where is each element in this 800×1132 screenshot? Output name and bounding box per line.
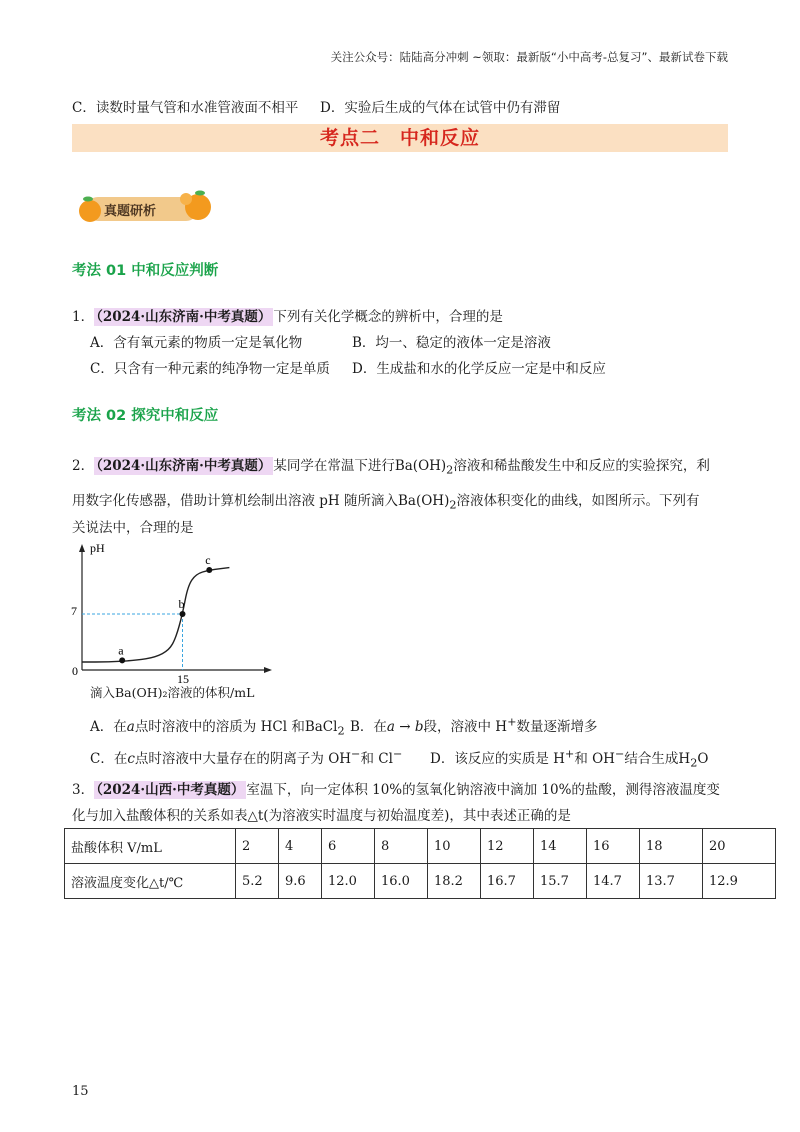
prev-option-c: C．读数时量气管和水准管液面不相平 (72, 100, 299, 116)
row-label-temp: 溶液温度变化△t/℃ (65, 864, 236, 899)
q2-opt-c-minus: − (351, 747, 361, 761)
table-row (65, 829, 776, 864)
q2-stem2-pre: 用数字化传感器，借助计算机绘制出溶液 pH 随所滴入 (72, 493, 398, 509)
q2-opt-a-mid: 点时溶液中的溶质为 HCl 和 (134, 719, 305, 735)
volume-cell: 2 (236, 829, 279, 864)
x-tick-15: 15 (177, 672, 189, 686)
page-number: 15 (72, 1084, 89, 1099)
q2-stem1-post: 溶液和稀盐酸发生中和反应的实验探究，利 (453, 458, 710, 474)
temp-cell: 16.7 (481, 864, 534, 899)
ph-curve (82, 568, 229, 662)
temp-cell: 9.6 (279, 864, 322, 899)
data-point-c (206, 567, 212, 573)
q1-stem (72, 305, 503, 325)
volume-cell: 10 (428, 829, 481, 864)
volume-cell: 14 (534, 829, 587, 864)
q1-stem-text: 下列有关化学概念的辨析中，合理的是 (273, 309, 503, 325)
temp-cell: 15.7 (534, 864, 587, 899)
temp-cell: 18.2 (428, 864, 481, 899)
table-row (65, 864, 776, 899)
temp-cell: 12.9 (703, 864, 776, 899)
q2-opt-a-point: a (126, 719, 135, 735)
q3-num: 3． (72, 782, 95, 798)
y-axis-label: pH (90, 541, 105, 555)
badge-label: 真题研析 (104, 204, 157, 219)
x-tick-0: 0 (72, 664, 78, 678)
volume-cell: 6 (322, 829, 375, 864)
q2-opt-b-end: 数量逐渐增多 (516, 719, 598, 735)
q2-option-a (90, 715, 345, 738)
volume-cell: 18 (640, 829, 703, 864)
method2-title: 考法 02 探究中和反应 (72, 408, 219, 424)
q2-opt-a-pre: A．在 (90, 719, 127, 735)
baoh2-text-2: Ba(OH) (398, 493, 450, 509)
volume-cell: 4 (279, 829, 322, 864)
y-tick-7: 7 (71, 604, 77, 618)
prev-option-d: D．实验后生成的气体在试管中仍有滞留 (320, 100, 561, 116)
q2-option-c (90, 747, 402, 767)
bacl2-formula (304, 719, 345, 738)
h2o-o: O (697, 751, 709, 767)
ph-chart (71, 540, 276, 700)
q2-opt-d-end: 结合生成 (624, 751, 679, 767)
point-label-c: c (205, 553, 211, 567)
q1-source-tag: （2024·山东济南·中考真题） (96, 309, 272, 325)
q2-option-b (350, 715, 598, 735)
section-banner (72, 124, 728, 152)
q3-stem-line1 (72, 778, 720, 798)
q3-stem1: 室温下，向一定体积 10%的氢氧化钠溶液中滴加 10%的盐酸，测得溶液温度变 (246, 782, 720, 798)
q1-num: 1． (72, 309, 95, 325)
row-label-volume: 盐酸体积 V/mL (65, 829, 236, 864)
q2-opt-c-minus-2: − (392, 747, 403, 761)
q2-opt-b-plus: + (507, 715, 517, 729)
baoh2-formula (394, 458, 454, 477)
q2-opt-d-pre: D．该反应的实质是 H (430, 751, 565, 767)
q2-option-d (430, 747, 708, 770)
q2-opt-b-pre: B．在 (350, 719, 387, 735)
q2-stem-line2 (72, 489, 700, 512)
q3-source-tag: （2024·山西·中考真题） (96, 782, 245, 798)
temp-cell: 5.2 (236, 864, 279, 899)
data-point-b (180, 611, 186, 617)
q2-opt-c-point: c (127, 751, 135, 767)
zhenti-badge (76, 185, 212, 229)
header-note: 关注公众号：陆陆高分冲刺 ~领取：最新版“小中高考-总复习”、最新试卷下载 (330, 50, 728, 64)
q2-opt-b-post: 段，溶液中 H (423, 719, 508, 735)
volume-cell: 12 (481, 829, 534, 864)
h2o-formula (678, 751, 709, 770)
q2-stem-line1 (72, 454, 710, 477)
q2-opt-d-minus: − (614, 747, 625, 761)
volume-cell: 8 (375, 829, 428, 864)
temp-cell: 14.7 (587, 864, 640, 899)
q2-opt-d-mid: 和 OH (574, 751, 615, 767)
baoh2-formula-2 (398, 493, 457, 512)
q1-option-b: B．均一、稳定的液体一定是溶液 (352, 335, 551, 351)
q1-option-c: C．只含有一种元素的纯净物一定是单质 (90, 361, 330, 377)
point-label-b: b (178, 597, 185, 611)
q2-source-tag: （2024·山东济南·中考真题） (96, 458, 272, 474)
x-axis-label: 滴入Ba(OH)₂溶液的体积/mL (90, 685, 255, 700)
q2-opt-c-post: 点时溶液中大量存在的阴离子为 OH (134, 751, 352, 767)
temp-cell: 16.0 (375, 864, 428, 899)
volume-cell: 20 (703, 829, 776, 864)
h2o-sub: 2 (690, 756, 698, 770)
point-label-a: a (118, 643, 124, 658)
baoh2-sub: 2 (446, 463, 454, 477)
q1-option-d: D．生成盐和水的化学反应一定是中和反应 (352, 361, 606, 377)
q1-option-a: A．含有氧元素的物质一定是氧化物 (90, 335, 303, 351)
q2-opt-c-end: 和 Cl (360, 751, 393, 767)
q2-num: 2． (72, 458, 95, 474)
q3-stem-line2: 化与加入盐酸体积的关系如表△t(为溶液实时温度与初始温度差)，其中表述正确的是 (72, 808, 571, 824)
x-axis-arrow (264, 667, 272, 673)
banner-title: 考点二 中和反应 (319, 127, 480, 149)
q3-data-table (64, 828, 776, 899)
baoh2-sub-2: 2 (449, 498, 457, 512)
baoh2-text: Ba(OH) (394, 458, 447, 474)
q2-opt-b-segment: a → b (386, 719, 424, 735)
temp-cell: 13.7 (640, 864, 703, 899)
q2-stem2-post: 溶液体积变化的曲线，如图所示。下列有 (456, 493, 700, 509)
method1-title: 考法 01 中和反应判断 (72, 263, 219, 279)
data-point-a (119, 657, 125, 663)
volume-cell: 16 (587, 829, 640, 864)
y-axis-arrow (79, 544, 85, 552)
temp-cell: 12.0 (322, 864, 375, 899)
q2-opt-c-pre: C．在 (90, 751, 128, 767)
q2-stem1-pre: 某同学在常温下进行 (273, 458, 395, 474)
q2-stem-line3: 关说法中，合理的是 (72, 520, 194, 536)
bacl2-sub: 2 (337, 724, 345, 738)
bacl2-text: BaCl (304, 719, 338, 735)
h2o-h: H (678, 751, 691, 767)
q2-opt-d-plus: + (564, 747, 575, 761)
